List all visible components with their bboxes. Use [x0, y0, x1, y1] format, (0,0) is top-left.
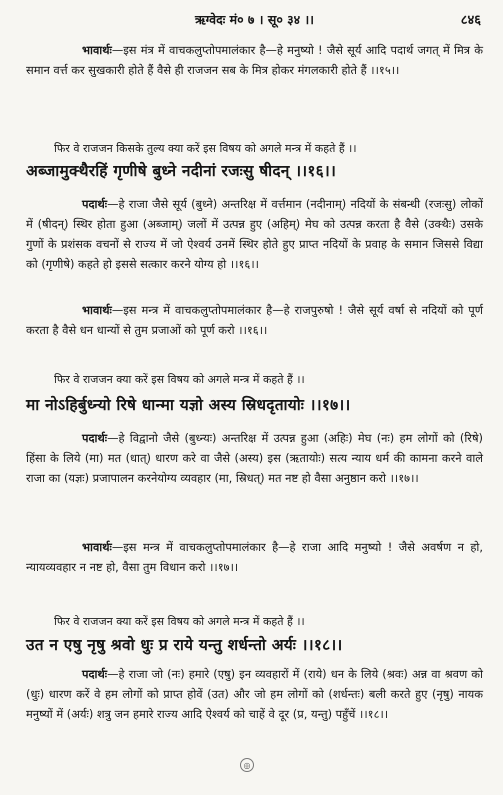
- padartha-17: [26, 428, 483, 488]
- footer-mark-icon: ◎: [240, 758, 254, 772]
- page-header: [28, 8, 481, 30]
- bhavartha-label: भावार्थः: [82, 540, 112, 554]
- padartha-label: पदार्थः: [82, 197, 108, 211]
- padartha-label: पदार्थः: [82, 431, 108, 445]
- bhavartha-15: [26, 40, 483, 80]
- page-number: ८४६: [460, 13, 481, 28]
- bhavartha-17: [26, 537, 483, 577]
- bhavartha-label: भावार्थः: [82, 43, 112, 57]
- mantra-18: उत न एषु नृषु श्रवो धुः प्र राये यन्तु शर्धन्तो अर्यः ।।१८।।: [26, 636, 343, 654]
- padartha-text: —हे राजा जो (नः) हमारे (एषु) इन व्यवहारों में (राये) धन के लिये (श्रवः) अन्न वा श्रवण को (धुः) धारण करें वे हम लोगों को प्राप्त होवें (उत) और जो हम लोगों को (शर्धन्तः) बली करते हुए (नृषु) नायक मनुष्यों में (अर्यः) शत्रु जन हमारे राज्य आदि ऐश्वर्य को चाहें वे दूर (प्र, यन्तु) पहुँचें ।।१८।।: [26, 667, 483, 721]
- padartha-text: —हे विद्वानो जैसे (बुध्न्यः) अन्तरिक्ष में उत्पन्न हुआ (अहिः) मेघ (नः) हम लोगों को (रिषे) हिंसा के लिये (मा) मत (धात्) धारण करे वा जैसे (अस्य) इस (ऋतायोः) सत्य न्याय धर्म की कामना करने वाले राजा का (यज्ञः) प्रजापालन करनेयोग्य व्यवहार (मा, स्रिधत्) मत नष्ट हो वैसा अनुष्ठान करो ।।१७।।: [26, 431, 483, 485]
- bhavartha-text: —इस मन्त्र में वाचकलुप्तोपमालंकार है—हे राजा आदि मनुष्यो ! जैसे अवर्षण न हो, न्यायव्यवहार न नष्ट हो, वैसा तुम विधान करो ।।१७।।: [26, 540, 483, 574]
- padartha-16: [26, 194, 483, 274]
- running-title: ऋग्वेदः मं० ७ । सू० ३४ ।।: [194, 11, 315, 27]
- mantra-intro-18: फिर वे राजजन क्या करें इस विषय को अगले मन्त्र में कहते हैं ।।: [54, 615, 305, 628]
- bhavartha-label: भावार्थः: [82, 303, 112, 317]
- bhavartha-text: —इस मन्त्र में वाचकलुप्तोपमालंकार है—हे राजपुरुषो ! जैसे सूर्य वर्षा से नदियों को पूर्ण करता है वैसे धन धान्यों से तुम प्रजाओं को पूर्ण करो ।।१६।।: [26, 303, 483, 337]
- bhavartha-16: [26, 300, 483, 340]
- mantra-16: अब्जामुक्थैरहिं गृणीषे बुध्ने नदीनां रजःसु षीदन् ।।१६।।: [26, 162, 337, 180]
- padartha-text: —हे राजा जैसे सूर्य (बुध्ने) अन्तरिक्ष में वर्त्तमान (नदीनाम्) नदियों के संबन्धी (रजःसु) लोकों में (षीदन्) स्थिर होता हुआ (अब्जाम्) जलों में उत्पन्न हुए (अहिम्) मेघ को उत्पन्न करता है वैसे (उक्थैः) उसके गुणों के प्रशंसक वचनों से राज्य में जो ऐश्वर्य उनमें स्थिर होते हुए प्राप्त नदियों के प्रवाह के समान जिससे विद्या को (गृणीषे) कहते हो इससे सत्कार करने योग्य हो ।।१६।।: [26, 197, 483, 271]
- padartha-label: पदार्थः: [82, 667, 108, 681]
- bhavartha-text: —इस मंत्र में वाचकलुप्तोपमालंकार है—हे मनुष्यो ! जैसे सूर्य आदि पदार्थ जगत् में मित्र के समान वर्त्त कर सुखकारी होते हैं वैसे ही राजजन सब के मित्र होकर मंगलकारी होते हैं ।।१५।।: [26, 43, 483, 77]
- mantra-intro-16: फिर वे राजजन किसके तुल्य क्या करें इस विषय को अगले मन्त्र में कहते हैं ।।: [54, 142, 357, 155]
- mantra-intro-17: फिर वे राजजन क्या करें इस विषय को अगले मन्त्र में कहते हैं ।।: [54, 373, 305, 386]
- padartha-18: [26, 664, 483, 724]
- mantra-17: मा नोऽहिर्बुध्न्यो रिषे धान्मा यज्ञो अस्य स्रिधदृतायोः ।।१७।।: [26, 396, 351, 414]
